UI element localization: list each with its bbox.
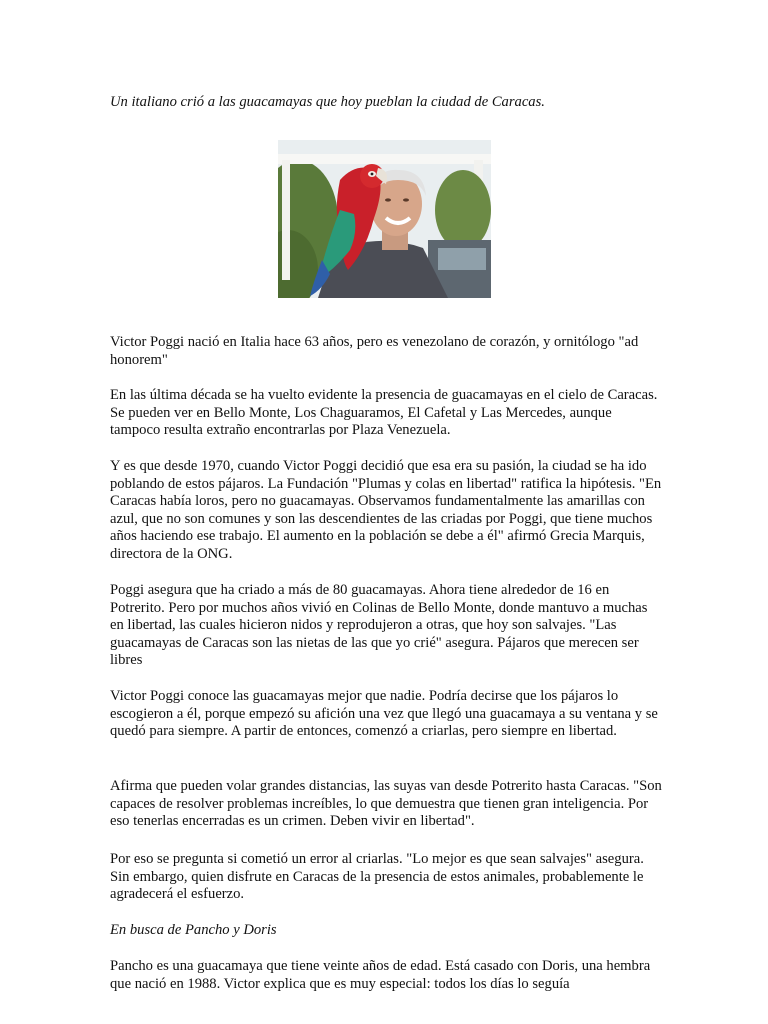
paragraph: Victor Poggi nació en Italia hace 63 años, pero es venezolano de corazón, y ornitólogo "ad honorem" — [110, 334, 639, 368]
article-headline: Un italiano crió a las guacamayas que hoy pueblan la ciudad de Caracas. — [110, 94, 545, 110]
paragraph: Pancho es una guacamaya que tiene veinte años de edad. Está casado con Doris, una hembra que nació en 1988. Victor explica que es muy especial: todos los días lo seguía — [110, 958, 651, 992]
paragraph: Por eso se pregunta si cometió un error al criarlas. "Lo mejor es que sean salvajes" asegura. Sin embargo, quien disfrute en Caracas de la presencia de estos animales, probablemente le agradecerá el esfuerzo. — [110, 851, 644, 903]
photo-man-with-parrot — [278, 140, 491, 298]
paragraph: Afirma que pueden volar grandes distancias, las suyas van desde Potrerito hasta Caracas. "Son capaces de resolver problemas increíbles, lo que demuestra que tienen gran inteligencia. Por eso tenerlas encerradas es un crimen. Deben vivir en libertad". — [110, 778, 662, 830]
paragraph: Victor Poggi conoce las guacamayas mejor que nadie. Podría decirse que los pájaros lo escogieron a él, porque empezó su afición una vez que llegó una guacamaya a su ventana y se quedó para siempre. A partir de entonces, comenzó a criarlas, pero siempre en libertad. — [110, 688, 658, 740]
paragraph: Poggi asegura que ha criado a más de 80 guacamayas. Ahora tiene alrededor de 16 en Potrerito. Pero por muchos años vivió en Colinas de Bello Monte, donde mantuvo a muchas en libertad, las cuales hicieron nidos y reprodujeron a otras, que hoy son salvajes. "Las guacamayas de Caracas son las nietas de las que yo crié" asegura. Pájaros que merecen ser libres — [110, 582, 648, 669]
section-subheading: En busca de Pancho y Doris — [110, 922, 277, 938]
paragraph: Y es que desde 1970, cuando Victor Poggi decidió que esa era su pasión, la ciudad se ha ido poblando de estos pájaros. La Fundación "Plumas y colas en libertad" ratifica la hipótesis. "En Caracas había loros, pero no guacamayas. Observamos fundamentalmente las amarillas con azul, que no son comunes y son las descendientes de las criadas por Poggi, que tiene muchos años haciendo ese trabajo. El aumento en la población se debe a él" afirmó Grecia Marquis, directora de la ONG. — [110, 458, 662, 562]
paragraph: En las última década se ha vuelto evidente la presencia de guacamayas en el cielo de Caracas. Se pueden ver en Bello Monte, Los Chaguaramos, El Cafetal y Las Mercedes, aunque tampoco resulta extraño encontrarlas por Plaza Venezuela. — [110, 387, 658, 439]
